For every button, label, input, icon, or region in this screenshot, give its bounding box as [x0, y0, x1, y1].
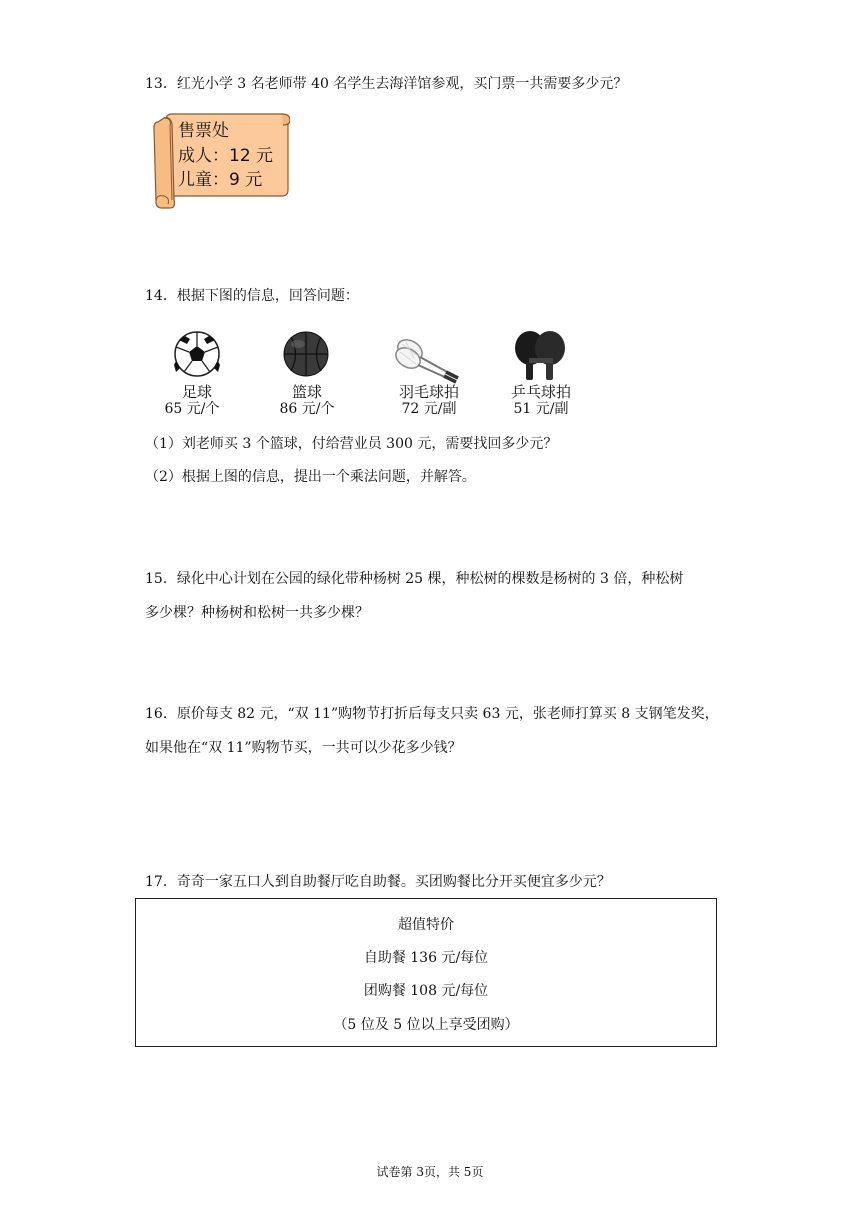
item-soccer [152, 328, 242, 417]
item-price: 65 元/个 [164, 401, 220, 417]
question-16-line-1: 16．原价每支 82 元，“双 11”购物节打折后每支只卖 63 元，张老师打算买 8 支钢笔发奖， [145, 706, 719, 722]
question-13: 13．红光小学 3 名老师带 40 名学生去海洋馆参观，买门票一共需要多少元？ [145, 76, 628, 92]
offer-title: 超值特价 [398, 917, 454, 933]
group-price: 团购餐 108 元/每位 [363, 983, 489, 999]
sign-child-price: 儿童：9 元 [178, 170, 263, 190]
badminton-racket-icon [384, 328, 474, 384]
question-14: 14．根据下图的信息，回答问题： [145, 288, 359, 304]
question-16-line-2: 如果他在“双 11”购物节买，一共可以少花多少钱？ [145, 740, 462, 756]
item-price: 86 元/个 [279, 401, 335, 417]
item-basketball [262, 328, 352, 417]
question-15-line-1: 15．绿化中心计划在公园的绿化带种杨树 25 棵，种松树的棵数是杨树的 3 倍，种松树 [145, 571, 684, 587]
item-name: 篮球 [291, 383, 322, 401]
special-offer-box [135, 898, 717, 1047]
item-price: 72 元/副 [401, 401, 457, 417]
question-14-part-2: （2）根据上图的信息，提出一个乘法问题，并解答。 [145, 469, 476, 485]
buffet-price: 自助餐 136 元/每位 [363, 950, 489, 966]
sign-title: 售票处 [178, 121, 229, 141]
item-name: 羽毛球拍 [398, 383, 459, 401]
page-footer: 试卷第 3页，共 5页 [376, 1165, 484, 1179]
sign-adult-price: 成人：12 元 [178, 146, 274, 166]
question-15-line-2: 多少棵？种杨树和松树一共多少棵？ [145, 605, 369, 621]
item-name: 足球 [181, 383, 212, 401]
soccer-ball-icon [152, 328, 242, 384]
basketball-icon [262, 328, 352, 384]
ticket-office-sign [152, 112, 290, 210]
question-14-part-1: （1）刘老师买 3 个篮球，付给营业员 300 元，需要找回多少元？ [145, 436, 558, 452]
question-17: 17．奇奇一家五口人到自助餐厅吃自助餐。买团购餐比分开买便宜多少元？ [145, 874, 611, 890]
item-name: 乒乓球拍 [510, 383, 571, 401]
group-condition: （5 位及 5 位以上享受团购） [333, 1017, 519, 1033]
ping-pong-paddle-icon [496, 328, 586, 384]
item-badminton-racket [384, 328, 474, 417]
item-price: 51 元/副 [513, 401, 569, 417]
item-ping-pong-paddle [496, 328, 586, 417]
